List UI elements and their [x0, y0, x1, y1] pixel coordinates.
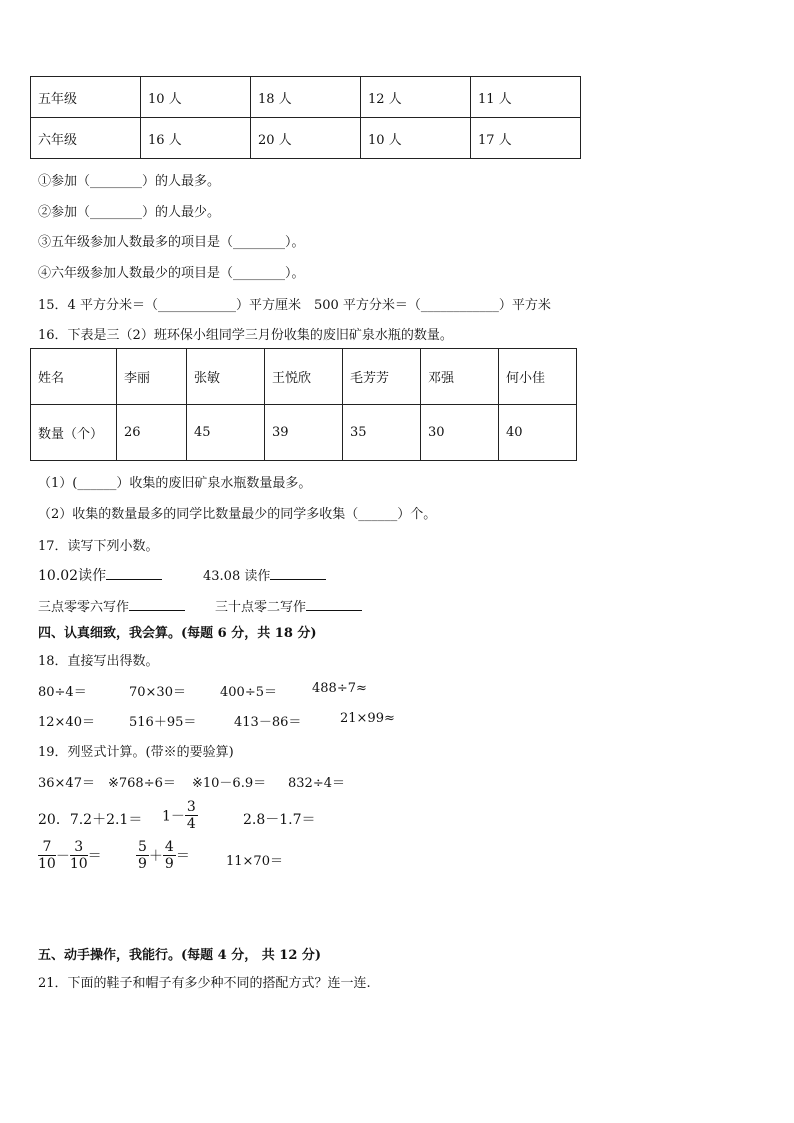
table-cell: 11 人: [471, 77, 581, 118]
q17-item-1: [38, 565, 162, 585]
numerator: 3: [70, 840, 88, 856]
q18-item: 488÷7≈: [312, 681, 367, 696]
table-cell: 邓强: [421, 349, 499, 405]
plus-sign: ＋: [148, 848, 163, 865]
q16-sub-1: （1）(______）收集的废旧矿泉水瓶数量最多。: [38, 476, 312, 491]
fraction: [70, 840, 88, 871]
table-cell: 毛芳芳: [343, 349, 421, 405]
q14-item-b: ②参加（________）的人最少。: [38, 205, 221, 220]
question-21: 21．下面的鞋子和帽子有多少种不同的搭配方式？连一连.: [38, 976, 371, 991]
table-cell: 李丽: [117, 349, 187, 405]
q18-item: 21×99≈: [340, 711, 395, 726]
table-cell: 姓名: [31, 349, 117, 405]
table-cell: 20 人: [251, 118, 361, 159]
table-cell: 26: [117, 405, 187, 461]
equals-sign: ＝: [87, 848, 102, 865]
answer-blank: [129, 610, 185, 611]
q18-item: 12×40＝: [38, 715, 95, 730]
section-5-heading: 五、动手操作，我能行。(每题 4 分， 共 12 分): [38, 948, 322, 963]
table-cell: 12 人: [361, 77, 471, 118]
fraction: [185, 800, 198, 831]
table-cell: 45: [187, 405, 265, 461]
table-cell: 王悦欣: [265, 349, 343, 405]
q18-item: 80÷4＝: [38, 685, 87, 700]
numerator: 5: [138, 839, 147, 855]
fraction: [136, 840, 149, 871]
denominator: 10: [38, 856, 56, 872]
q17-label: 三点零零六写作: [38, 600, 130, 615]
q20-item-4: [38, 840, 102, 871]
q20-item-1: 20．7.2＋2.1＝: [38, 812, 143, 828]
fraction: [38, 840, 56, 871]
participation-table: [30, 76, 581, 159]
answer-blank: [306, 610, 362, 611]
q17-item-2: [203, 565, 326, 584]
q19-item: 36×47＝: [38, 776, 95, 791]
table-cell: 数量（个）: [31, 405, 117, 461]
table-cell: 35: [343, 405, 421, 461]
q19-item: ※10－6.9＝: [192, 776, 267, 791]
table-cell: 17 人: [471, 118, 581, 159]
table-cell: 六年级: [31, 118, 141, 159]
question-17-title: 17．读写下列小数。: [38, 539, 159, 554]
table-cell: 30: [421, 405, 499, 461]
table-cell: 16 人: [141, 118, 251, 159]
table-cell: 张敏: [187, 349, 265, 405]
table-cell: 何小佳: [499, 349, 577, 405]
q20-whole: 1－: [162, 808, 185, 825]
equals-sign: ＝: [175, 848, 190, 865]
denominator: 9: [164, 856, 174, 872]
minus-sign: －: [55, 848, 70, 865]
question-19-title: 19．列竖式计算。(带※的要验算): [38, 745, 234, 760]
question-15: 15．4 平方分米＝（____________）平方厘米 500 平方分米＝（____________）平方米: [38, 298, 551, 313]
table-cell: 10 人: [361, 118, 471, 159]
q17-label: 10.02读作: [38, 568, 107, 584]
q17-item-4: [215, 596, 362, 615]
q18-item: 516＋95＝: [129, 715, 197, 730]
table-cell: 39: [265, 405, 343, 461]
table-cell: 10 人: [141, 77, 251, 118]
table-row: [31, 405, 577, 461]
numerator: 4: [164, 839, 174, 855]
table-cell: 五年级: [31, 77, 141, 118]
q20-item-2: [162, 800, 198, 831]
q17-item-3: [38, 596, 185, 615]
q16-sub-2: （2）收集的数量最多的同学比数量最少的同学多收集（______）个。: [38, 507, 437, 522]
q19-item: ※768÷6＝: [108, 776, 176, 791]
q18-item: 400÷5＝: [220, 685, 277, 700]
table-cell: 18 人: [251, 77, 361, 118]
section-4-heading: 四、认真细致，我会算。(每题 6 分，共 18 分): [38, 626, 317, 641]
q20-item-3: 2.8－1.7＝: [243, 812, 316, 828]
q14-item-d: ④六年级参加人数最少的项目是（________）。: [38, 266, 305, 281]
q20-item-6: 11×70＝: [226, 854, 283, 869]
bottle-collection-table: [30, 348, 577, 461]
answer-blank: [270, 579, 326, 580]
denominator: 4: [186, 816, 196, 832]
q17-label: 三十点零二写作: [215, 600, 307, 615]
q18-item: 413－86＝: [234, 715, 302, 730]
table-header-row: [31, 349, 577, 405]
q20-item-5: [136, 840, 190, 871]
q18-item: 70×30＝: [129, 685, 186, 700]
numerator: 7: [38, 840, 56, 856]
denominator: 9: [138, 856, 147, 872]
question-18-title: 18．直接写出得数。: [38, 654, 159, 669]
answer-blank: [106, 579, 162, 580]
table-row: [31, 118, 581, 159]
denominator: 10: [69, 856, 88, 872]
table-cell: 40: [499, 405, 577, 461]
fraction: [163, 840, 176, 871]
question-16-title: 16．下表是三（2）班环保小组同学三月份收集的废旧矿泉水瓶的数量。: [38, 328, 453, 343]
q14-item-a: ①参加（________）的人最多。: [38, 174, 221, 189]
q19-item: 832÷4＝: [288, 776, 345, 791]
numerator: 3: [186, 799, 196, 815]
table-row: [31, 77, 581, 118]
q14-item-c: ③五年级参加人数最多的项目是（________）。: [38, 235, 305, 250]
q17-label: 43.08 读作: [203, 569, 271, 584]
